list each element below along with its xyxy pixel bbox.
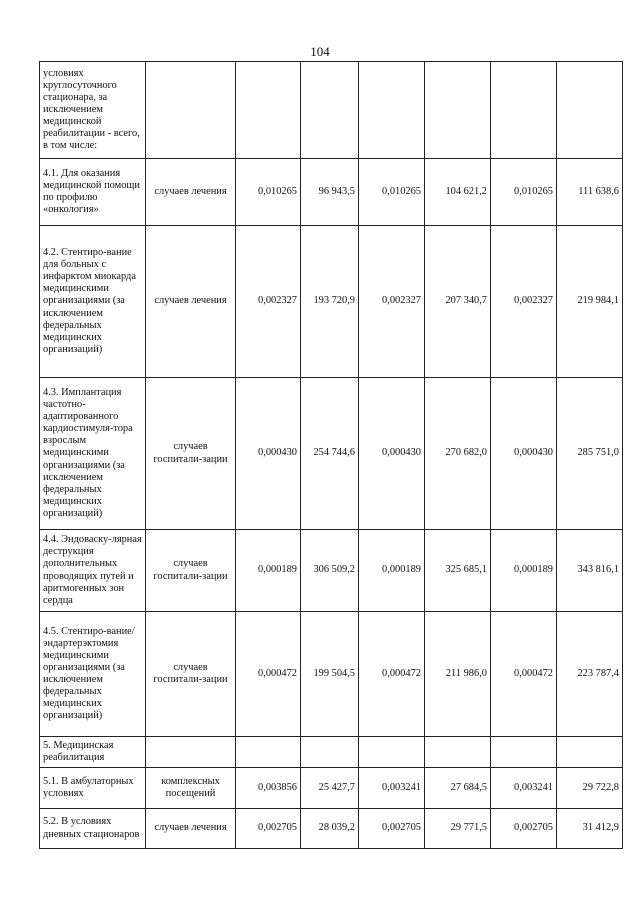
row-unit: случаев лечения: [146, 809, 236, 849]
value-cell: [359, 62, 425, 159]
value-cell: 0,002705: [236, 809, 301, 849]
value-cell: 31 412,9: [557, 809, 623, 849]
value-cell: [301, 737, 359, 768]
value-cell: 0,000472: [491, 612, 557, 737]
value-cell: 306 509,2: [301, 530, 359, 612]
table-row: [40, 62, 623, 159]
value-cell: 0,000430: [236, 378, 301, 530]
value-cell: 285 751,0: [557, 378, 623, 530]
value-cell: 111 638,6: [557, 159, 623, 226]
value-cell: 29 771,5: [425, 809, 491, 849]
value-cell: 254 744,6: [301, 378, 359, 530]
value-cell: 199 504,5: [301, 612, 359, 737]
value-cell: [301, 62, 359, 159]
row-name: 4.1. Для оказания медицинской помощи по профилю «онкология»: [40, 159, 146, 226]
row-name: 4.4. Эндоваску-лярная деструкция дополнительных проводящих путей и аритмогенных зон сердца: [40, 530, 146, 612]
value-cell: 0,002327: [236, 226, 301, 378]
value-cell: 0,000430: [491, 378, 557, 530]
value-cell: 25 427,7: [301, 768, 359, 809]
value-cell: 0,003241: [491, 768, 557, 809]
table-row: [40, 159, 623, 226]
value-cell: 193 720,9: [301, 226, 359, 378]
value-cell: 0,002327: [491, 226, 557, 378]
value-cell: 325 685,1: [425, 530, 491, 612]
value-cell: [236, 737, 301, 768]
value-cell: 28 039,2: [301, 809, 359, 849]
value-cell: 0,003856: [236, 768, 301, 809]
value-cell: 211 986,0: [425, 612, 491, 737]
value-cell: 0,000472: [359, 612, 425, 737]
value-cell: 0,002705: [359, 809, 425, 849]
value-cell: [491, 62, 557, 159]
value-cell: 104 621,2: [425, 159, 491, 226]
value-cell: 219 984,1: [557, 226, 623, 378]
value-cell: 270 682,0: [425, 378, 491, 530]
value-cell: 0,000189: [491, 530, 557, 612]
value-cell: 0,010265: [359, 159, 425, 226]
value-cell: [425, 62, 491, 159]
value-cell: 0,003241: [359, 768, 425, 809]
row-unit: случаев лечения: [146, 226, 236, 378]
row-name: 4.5. Стентиро-вание/ эндартерэктомия медицинскими организациями (за исключением федеральных медицинских организаций): [40, 612, 146, 737]
row-unit: случаев госпитали-зации: [146, 530, 236, 612]
value-cell: [359, 737, 425, 768]
value-cell: 0,002327: [359, 226, 425, 378]
row-unit: [146, 737, 236, 768]
value-cell: [491, 737, 557, 768]
page-number: 104: [310, 44, 330, 59]
row-name: условиях круглосуточного стационара, за исключением медицинской реабилитации - всего, в том числе:: [40, 62, 146, 159]
value-cell: [557, 737, 623, 768]
value-cell: 0,010265: [491, 159, 557, 226]
row-name: 4.2. Стентиро-вание для больных с инфарктом миокарда медицинскими организациями (за исключением федеральных медицинских организаций): [40, 226, 146, 378]
table-row: [40, 530, 623, 612]
value-cell: 0,000189: [236, 530, 301, 612]
table-row: [40, 737, 623, 768]
row-name: 5. Медицинская реабилитация: [40, 737, 146, 768]
table-row: [40, 378, 623, 530]
value-cell: 343 816,1: [557, 530, 623, 612]
value-cell: 0,000430: [359, 378, 425, 530]
table-row: [40, 768, 623, 809]
table-row: [40, 226, 623, 378]
value-cell: [236, 62, 301, 159]
value-cell: 223 787,4: [557, 612, 623, 737]
value-cell: [425, 737, 491, 768]
row-unit: случаев госпитали-зации: [146, 612, 236, 737]
value-cell: 0,000189: [359, 530, 425, 612]
row-unit: [146, 62, 236, 159]
normatives-table: [39, 61, 623, 849]
row-name: 5.2. В условиях дневных стационаров: [40, 809, 146, 849]
row-name: 4.3. Имплантация частотно-адаптированного кардиостимуля-тора взрослым медицинскими организациями (за исключением федеральных медицинских организаций): [40, 378, 146, 530]
value-cell: 0,010265: [236, 159, 301, 226]
value-cell: 0,000472: [236, 612, 301, 737]
table-row: [40, 809, 623, 849]
value-cell: [557, 62, 623, 159]
value-cell: 0,002705: [491, 809, 557, 849]
row-unit: случаев госпитали-зации: [146, 378, 236, 530]
value-cell: 96 943,5: [301, 159, 359, 226]
table-row: [40, 612, 623, 737]
row-name: 5.1. В амбулаторных условиях: [40, 768, 146, 809]
row-unit: случаев лечения: [146, 159, 236, 226]
value-cell: 207 340,7: [425, 226, 491, 378]
value-cell: 29 722,8: [557, 768, 623, 809]
row-unit: комплексных посещений: [146, 768, 236, 809]
value-cell: 27 684,5: [425, 768, 491, 809]
